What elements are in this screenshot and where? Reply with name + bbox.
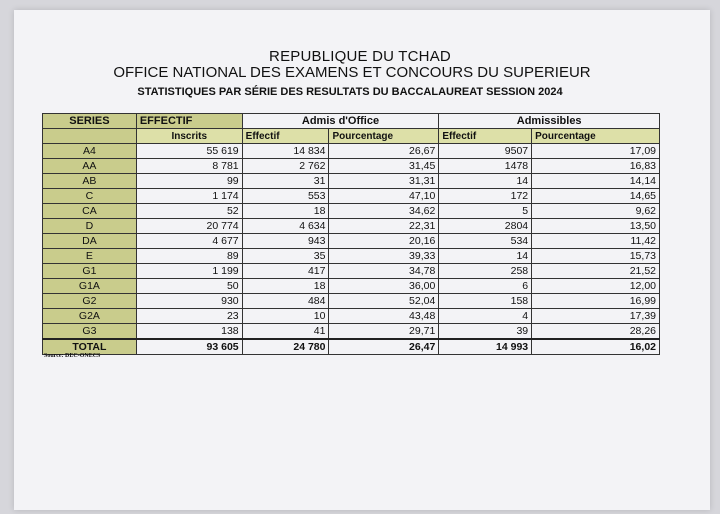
admis-effectif-cell: 553 xyxy=(242,189,329,204)
inscrits-cell: 52 xyxy=(136,204,242,219)
series-cell: CA xyxy=(43,204,137,219)
admis-effectif-cell: 31 xyxy=(242,174,329,189)
admis-pourcentage-cell: 26,67 xyxy=(329,144,439,159)
table-row xyxy=(43,264,660,279)
results-table xyxy=(42,113,660,355)
admissibles-pourcentage-cell: 13,50 xyxy=(532,219,660,234)
admis-effectif-cell: 484 xyxy=(242,294,329,309)
header-admis-office: Admis d'Office xyxy=(242,114,439,129)
inscrits-cell: 1 199 xyxy=(136,264,242,279)
series-cell: G1A xyxy=(43,279,137,294)
table-row xyxy=(43,234,660,249)
series-cell: G1 xyxy=(43,264,137,279)
table-row xyxy=(43,249,660,264)
admissibles-effectif-cell: 1478 xyxy=(439,159,532,174)
total-inscrits: 93 605 xyxy=(136,339,242,355)
series-cell: AB xyxy=(43,174,137,189)
admissibles-pourcentage-cell: 16,99 xyxy=(532,294,660,309)
inscrits-cell: 4 677 xyxy=(136,234,242,249)
admissibles-effectif-cell: 534 xyxy=(439,234,532,249)
admissibles-effectif-cell: 39 xyxy=(439,324,532,340)
admissibles-effectif-cell: 6 xyxy=(439,279,532,294)
inscrits-cell: 55 619 xyxy=(136,144,242,159)
table-row xyxy=(43,294,660,309)
header-office: OFFICE NATIONAL DES EXAMENS ET CONCOURS DU SUPERIEUR xyxy=(113,64,591,81)
admissibles-effectif-cell: 2804 xyxy=(439,219,532,234)
total-label: TOTAL xyxy=(43,339,137,355)
table-row xyxy=(43,159,660,174)
inscrits-cell: 20 774 xyxy=(136,219,242,234)
table-row xyxy=(43,204,660,219)
admis-pourcentage-cell: 20,16 xyxy=(329,234,439,249)
table-row xyxy=(43,189,660,204)
inscrits-cell: 89 xyxy=(136,249,242,264)
inscrits-cell: 99 xyxy=(136,174,242,189)
admis-pourcentage-cell: 39,33 xyxy=(329,249,439,264)
series-cell: C xyxy=(43,189,137,204)
admissibles-pourcentage-cell: 11,42 xyxy=(532,234,660,249)
admis-effectif-cell: 18 xyxy=(242,279,329,294)
admissibles-pourcentage-cell: 9,62 xyxy=(532,204,660,219)
table-row xyxy=(43,324,660,340)
admissibles-effectif-cell: 14 xyxy=(439,249,532,264)
subheader-admis-effectif: Effectif xyxy=(242,129,329,144)
admissibles-effectif-cell: 172 xyxy=(439,189,532,204)
inscrits-cell: 23 xyxy=(136,309,242,324)
admis-pourcentage-cell: 22,31 xyxy=(329,219,439,234)
total-row xyxy=(43,339,660,355)
header-statistics-title: STATISTIQUES PAR SÉRIE DES RESULTATS DU BACCALAUREAT SESSION 2024 xyxy=(137,86,563,98)
admissibles-pourcentage-cell: 17,39 xyxy=(532,309,660,324)
table-row xyxy=(43,174,660,189)
total-admis-pourcentage: 26,47 xyxy=(329,339,439,355)
admis-effectif-cell: 943 xyxy=(242,234,329,249)
total-admissibles-effectif: 14 993 xyxy=(439,339,532,355)
table-row xyxy=(43,219,660,234)
admissibles-effectif-cell: 5 xyxy=(439,204,532,219)
series-cell: G2A xyxy=(43,309,137,324)
admis-pourcentage-cell: 29,71 xyxy=(329,324,439,340)
admis-pourcentage-cell: 36,00 xyxy=(329,279,439,294)
admissibles-effectif-cell: 14 xyxy=(439,174,532,189)
admis-pourcentage-cell: 31,45 xyxy=(329,159,439,174)
admis-effectif-cell: 14 834 xyxy=(242,144,329,159)
admis-effectif-cell: 35 xyxy=(242,249,329,264)
admissibles-pourcentage-cell: 17,09 xyxy=(532,144,660,159)
admissibles-effectif-cell: 9507 xyxy=(439,144,532,159)
admissibles-pourcentage-cell: 28,26 xyxy=(532,324,660,340)
header-effectif: EFFECTIF xyxy=(136,114,242,129)
admis-pourcentage-cell: 43,48 xyxy=(329,309,439,324)
series-cell: D xyxy=(43,219,137,234)
admissibles-pourcentage-cell: 14,14 xyxy=(532,174,660,189)
source-note: Source: DEC-ONECS xyxy=(44,353,101,359)
inscrits-cell: 930 xyxy=(136,294,242,309)
admis-effectif-cell: 417 xyxy=(242,264,329,279)
series-cell: DA xyxy=(43,234,137,249)
series-cell: G3 xyxy=(43,324,137,340)
table-row xyxy=(43,309,660,324)
admis-pourcentage-cell: 34,78 xyxy=(329,264,439,279)
series-cell: AA xyxy=(43,159,137,174)
admissibles-pourcentage-cell: 12,00 xyxy=(532,279,660,294)
admissibles-pourcentage-cell: 21,52 xyxy=(532,264,660,279)
subheader-admis-pourcentage: Pourcentage xyxy=(329,129,439,144)
inscrits-cell: 50 xyxy=(136,279,242,294)
header-series: SERIES xyxy=(43,114,137,129)
table-row xyxy=(43,144,660,159)
admissibles-effectif-cell: 158 xyxy=(439,294,532,309)
series-cell: A4 xyxy=(43,144,137,159)
subheader-admissibles-pourcentage: Pourcentage xyxy=(532,129,660,144)
inscrits-cell: 138 xyxy=(136,324,242,340)
subheader-inscrits: Inscrits xyxy=(136,129,242,144)
admissibles-pourcentage-cell: 16,83 xyxy=(532,159,660,174)
admissibles-pourcentage-cell: 15,73 xyxy=(532,249,660,264)
header-admissibles: Admissibles xyxy=(439,114,660,129)
subheader-admissibles-effectif: Effectif xyxy=(439,129,532,144)
header-republic: REPUBLIQUE DU TCHAD xyxy=(269,48,451,65)
admis-pourcentage-cell: 34,62 xyxy=(329,204,439,219)
admissibles-effectif-cell: 4 xyxy=(439,309,532,324)
total-admissibles-pourcentage: 16,02 xyxy=(532,339,660,355)
inscrits-cell: 8 781 xyxy=(136,159,242,174)
series-cell: G2 xyxy=(43,294,137,309)
header-series-blank xyxy=(43,129,137,144)
admis-pourcentage-cell: 47,10 xyxy=(329,189,439,204)
admis-pourcentage-cell: 52,04 xyxy=(329,294,439,309)
series-cell: E xyxy=(43,249,137,264)
table-row xyxy=(43,279,660,294)
admis-effectif-cell: 18 xyxy=(242,204,329,219)
admis-effectif-cell: 4 634 xyxy=(242,219,329,234)
total-admis-effectif: 24 780 xyxy=(242,339,329,355)
admis-effectif-cell: 41 xyxy=(242,324,329,340)
inscrits-cell: 1 174 xyxy=(136,189,242,204)
admis-effectif-cell: 2 762 xyxy=(242,159,329,174)
admissibles-effectif-cell: 258 xyxy=(439,264,532,279)
admissibles-pourcentage-cell: 14,65 xyxy=(532,189,660,204)
admis-pourcentage-cell: 31,31 xyxy=(329,174,439,189)
admis-effectif-cell: 10 xyxy=(242,309,329,324)
table-body xyxy=(43,144,660,340)
